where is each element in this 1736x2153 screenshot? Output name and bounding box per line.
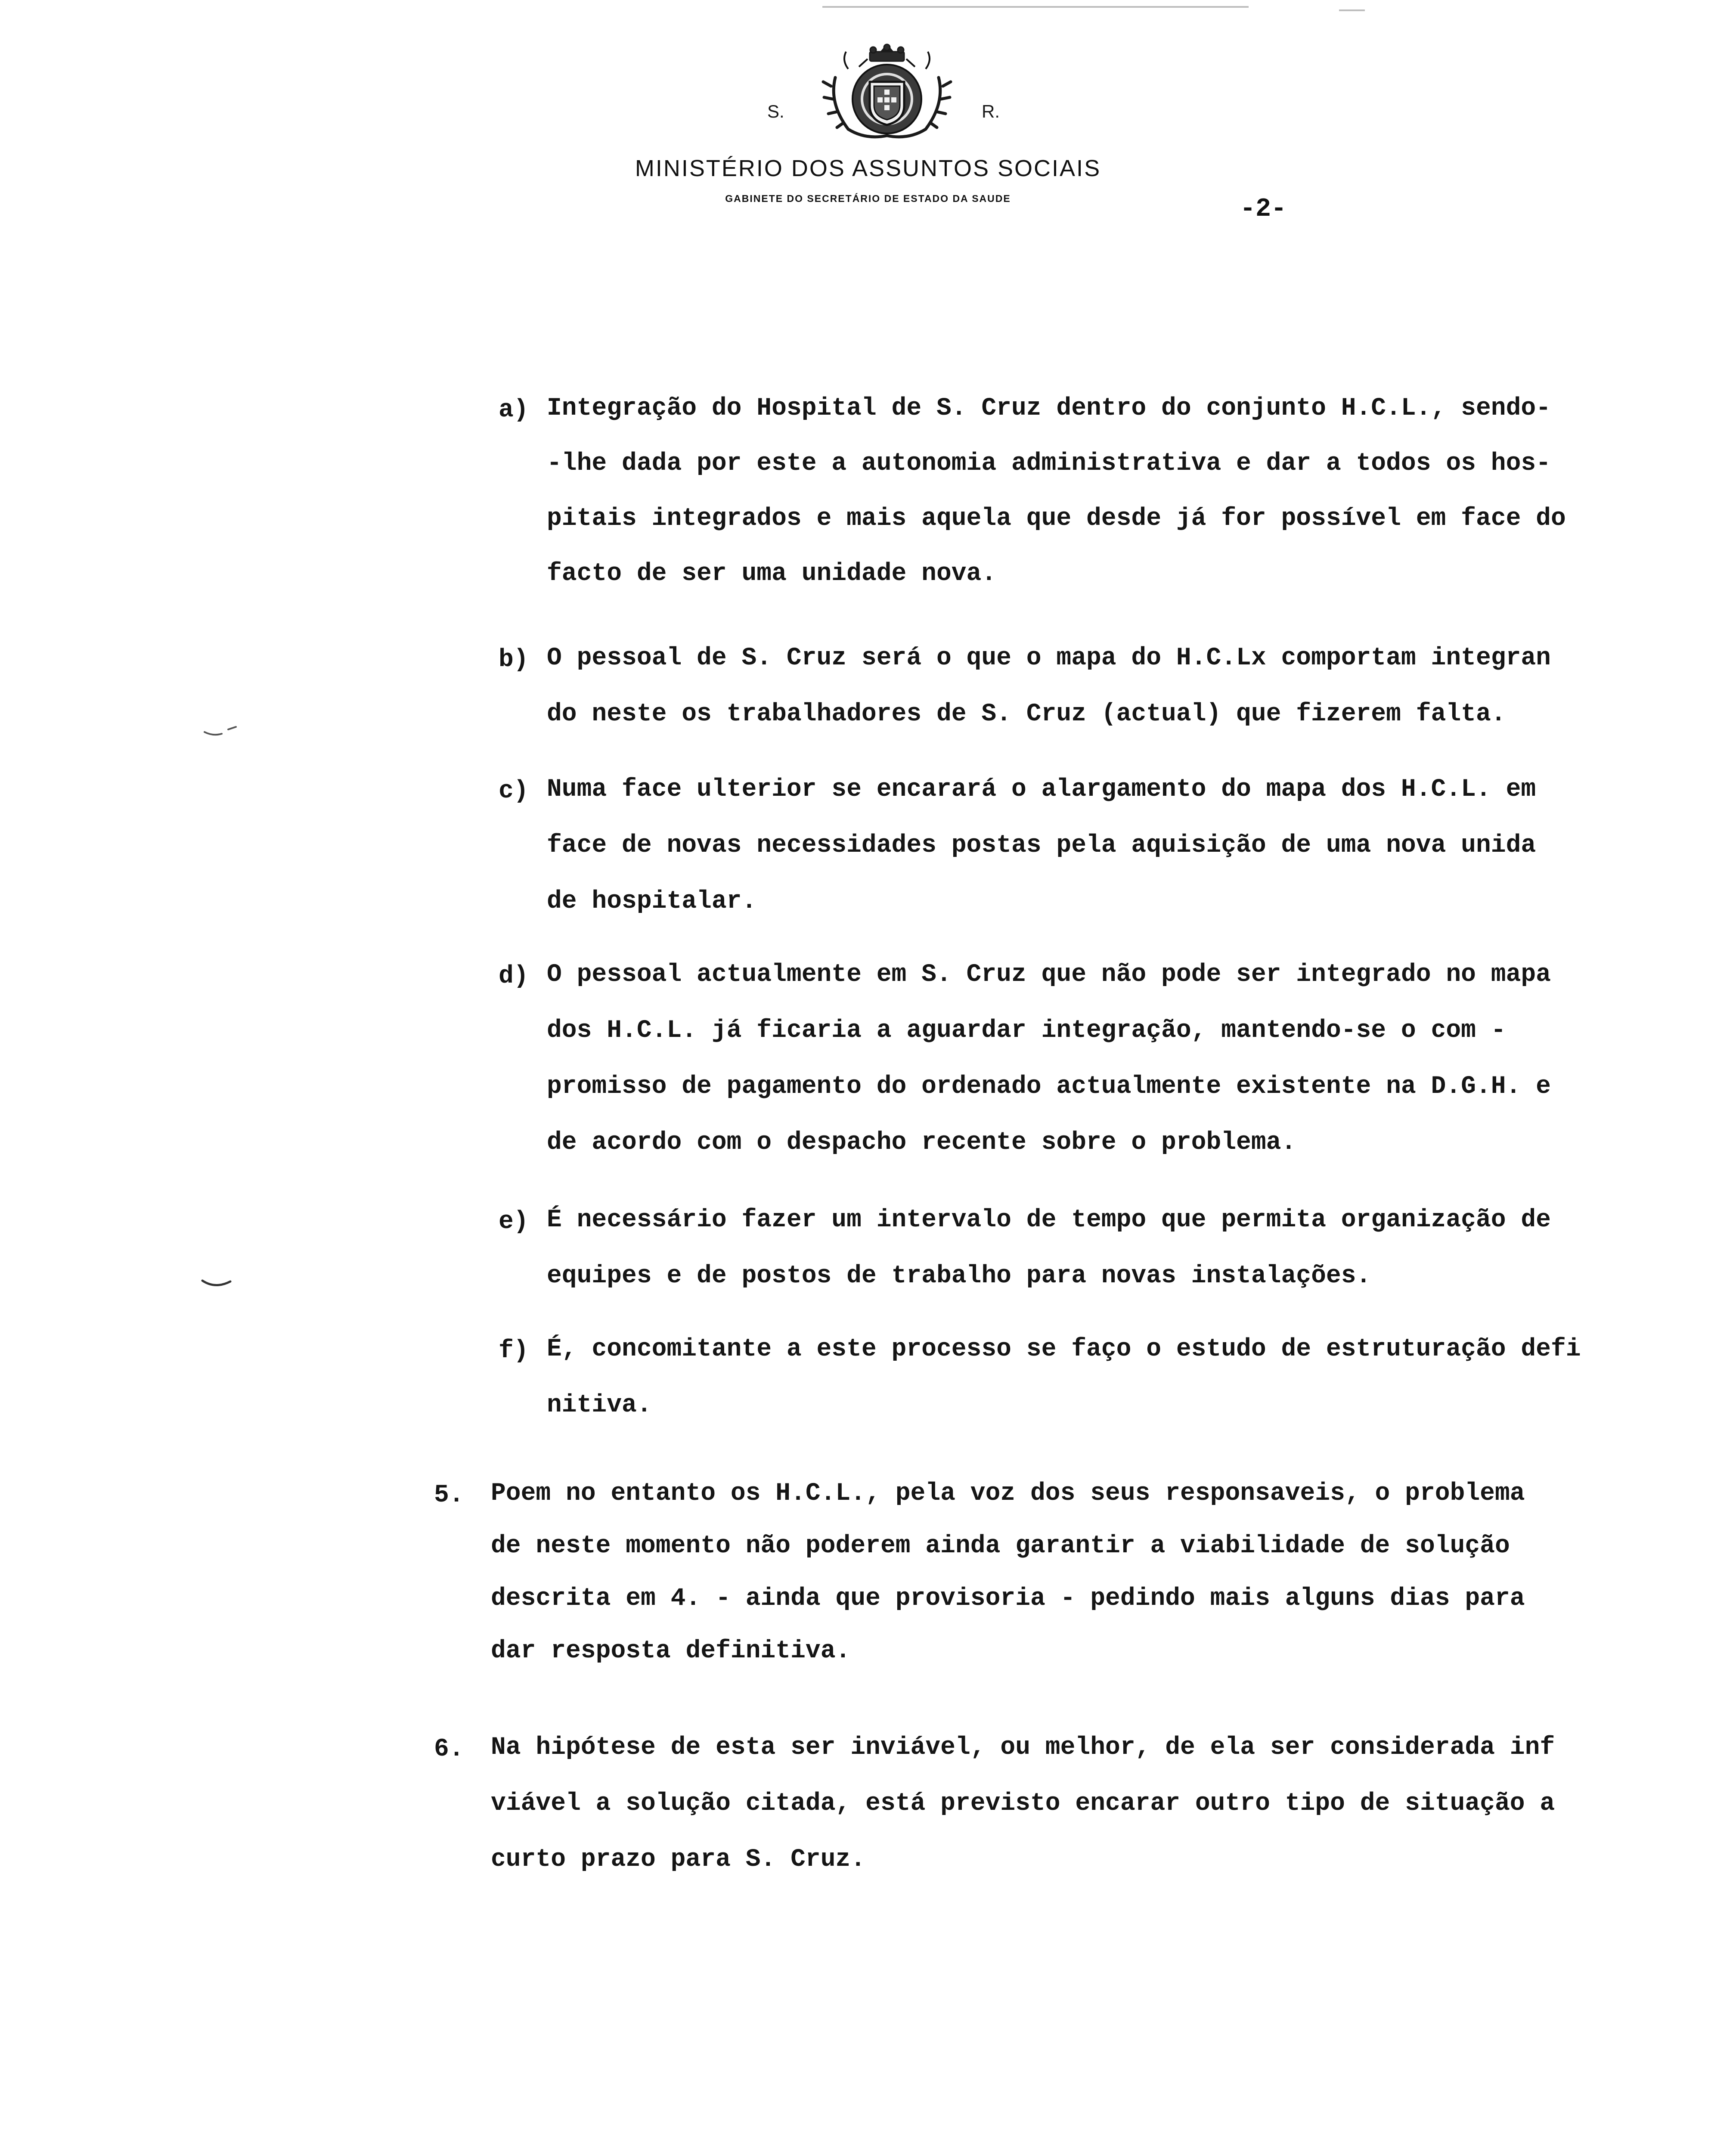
item-marker: 6. <box>434 1735 464 1763</box>
item-line: Numa face ulterior se encarará o alargamento do mapa dos H.C.L. em <box>547 776 1536 803</box>
list-item <box>499 961 1551 1157</box>
item-line: Integração do Hospital de S. Cruz dentro do conjunto H.C.L., sendo- <box>547 394 1551 422</box>
header-left-letter: S. <box>767 101 784 121</box>
item-marker: c) <box>499 777 529 805</box>
item-line: É, concomitante a este processo se faço o estudo de estruturação defi <box>547 1335 1581 1363</box>
item-line: dos H.C.L. já ficaria a aguardar integração, mantendo-se o com - <box>547 1017 1506 1045</box>
item-line: Poem no entanto os H.C.L., pela voz dos seus responsaveis, o problema <box>491 1480 1525 1508</box>
margin-mark <box>200 1275 235 1292</box>
item-marker: a) <box>499 396 529 424</box>
item-line: viável a solução citada, está previsto encarar outro tipo de situação a <box>491 1790 1555 1818</box>
list-item <box>499 394 1566 588</box>
header-right-letter: R. <box>982 101 1000 121</box>
list-item <box>499 644 1551 728</box>
item-line: dar resposta definitiva. <box>491 1637 851 1665</box>
item-line: face de novas necessidades postas pela aquisição de uma nova unida <box>547 831 1536 859</box>
item-line: curto prazo para S. Cruz. <box>491 1846 866 1874</box>
cabinet-subtitle: GABINETE DO SECRETÁRIO DE ESTADO DA SAUDE <box>725 193 1011 204</box>
item-marker: 5. <box>434 1481 464 1509</box>
item-line: O pessoal de S. Cruz será o que o mapa do H.C.Lx comportam integran <box>547 644 1551 672</box>
list-item <box>434 1734 1555 1874</box>
item-line: de neste momento não poderem ainda garantir a viabilidade de solução <box>491 1532 1510 1560</box>
item-line: -lhe dada por este a autonomia administrativa e dar a todos os hos- <box>547 450 1551 478</box>
item-line: promisso de pagamento do ordenado actualmente existente na D.G.H. e <box>547 1073 1551 1101</box>
list-item <box>499 776 1536 915</box>
top-edge-tick <box>1339 9 1365 11</box>
item-line: de hospitalar. <box>547 887 757 915</box>
page-number: -2- <box>1240 195 1287 224</box>
item-line: nitiva. <box>547 1391 652 1419</box>
item-line: O pessoal actualmente em S. Cruz que não pode ser integrado no mapa <box>547 961 1551 989</box>
coat-of-arms-icon <box>818 43 956 142</box>
item-marker: d) <box>499 962 529 990</box>
top-edge-rule <box>822 6 1249 8</box>
list-item <box>499 1335 1581 1419</box>
item-marker: f) <box>499 1337 529 1365</box>
list-item <box>499 1206 1551 1290</box>
item-line: facto de ser uma unidade nova. <box>547 560 997 588</box>
item-line: pitais integrados e mais aquela que desde já for possível em face do <box>547 505 1566 533</box>
list-item <box>434 1480 1525 1665</box>
item-marker: e) <box>499 1208 529 1236</box>
ministry-title: MINISTÉRIO DOS ASSUNTOS SOCIAIS <box>635 155 1101 181</box>
item-line: do neste os trabalhadores de S. Cruz (actual) que fizerem falta. <box>547 700 1506 728</box>
item-line: descrita em 4. - ainda que provisoria - pedindo mais alguns dias para <box>491 1585 1525 1613</box>
item-line: de acordo com o despacho recente sobre o problema. <box>547 1129 1296 1157</box>
item-line: É necessário fazer um intervalo de tempo que permita organização de <box>547 1206 1551 1234</box>
item-line: Na hipótese de esta ser inviável, ou melhor, de ela ser considerada inf <box>491 1734 1555 1762</box>
margin-mark <box>202 723 241 741</box>
item-marker: b) <box>499 646 529 674</box>
item-line: equipes e de postos de trabalho para novas instalações. <box>547 1262 1371 1290</box>
